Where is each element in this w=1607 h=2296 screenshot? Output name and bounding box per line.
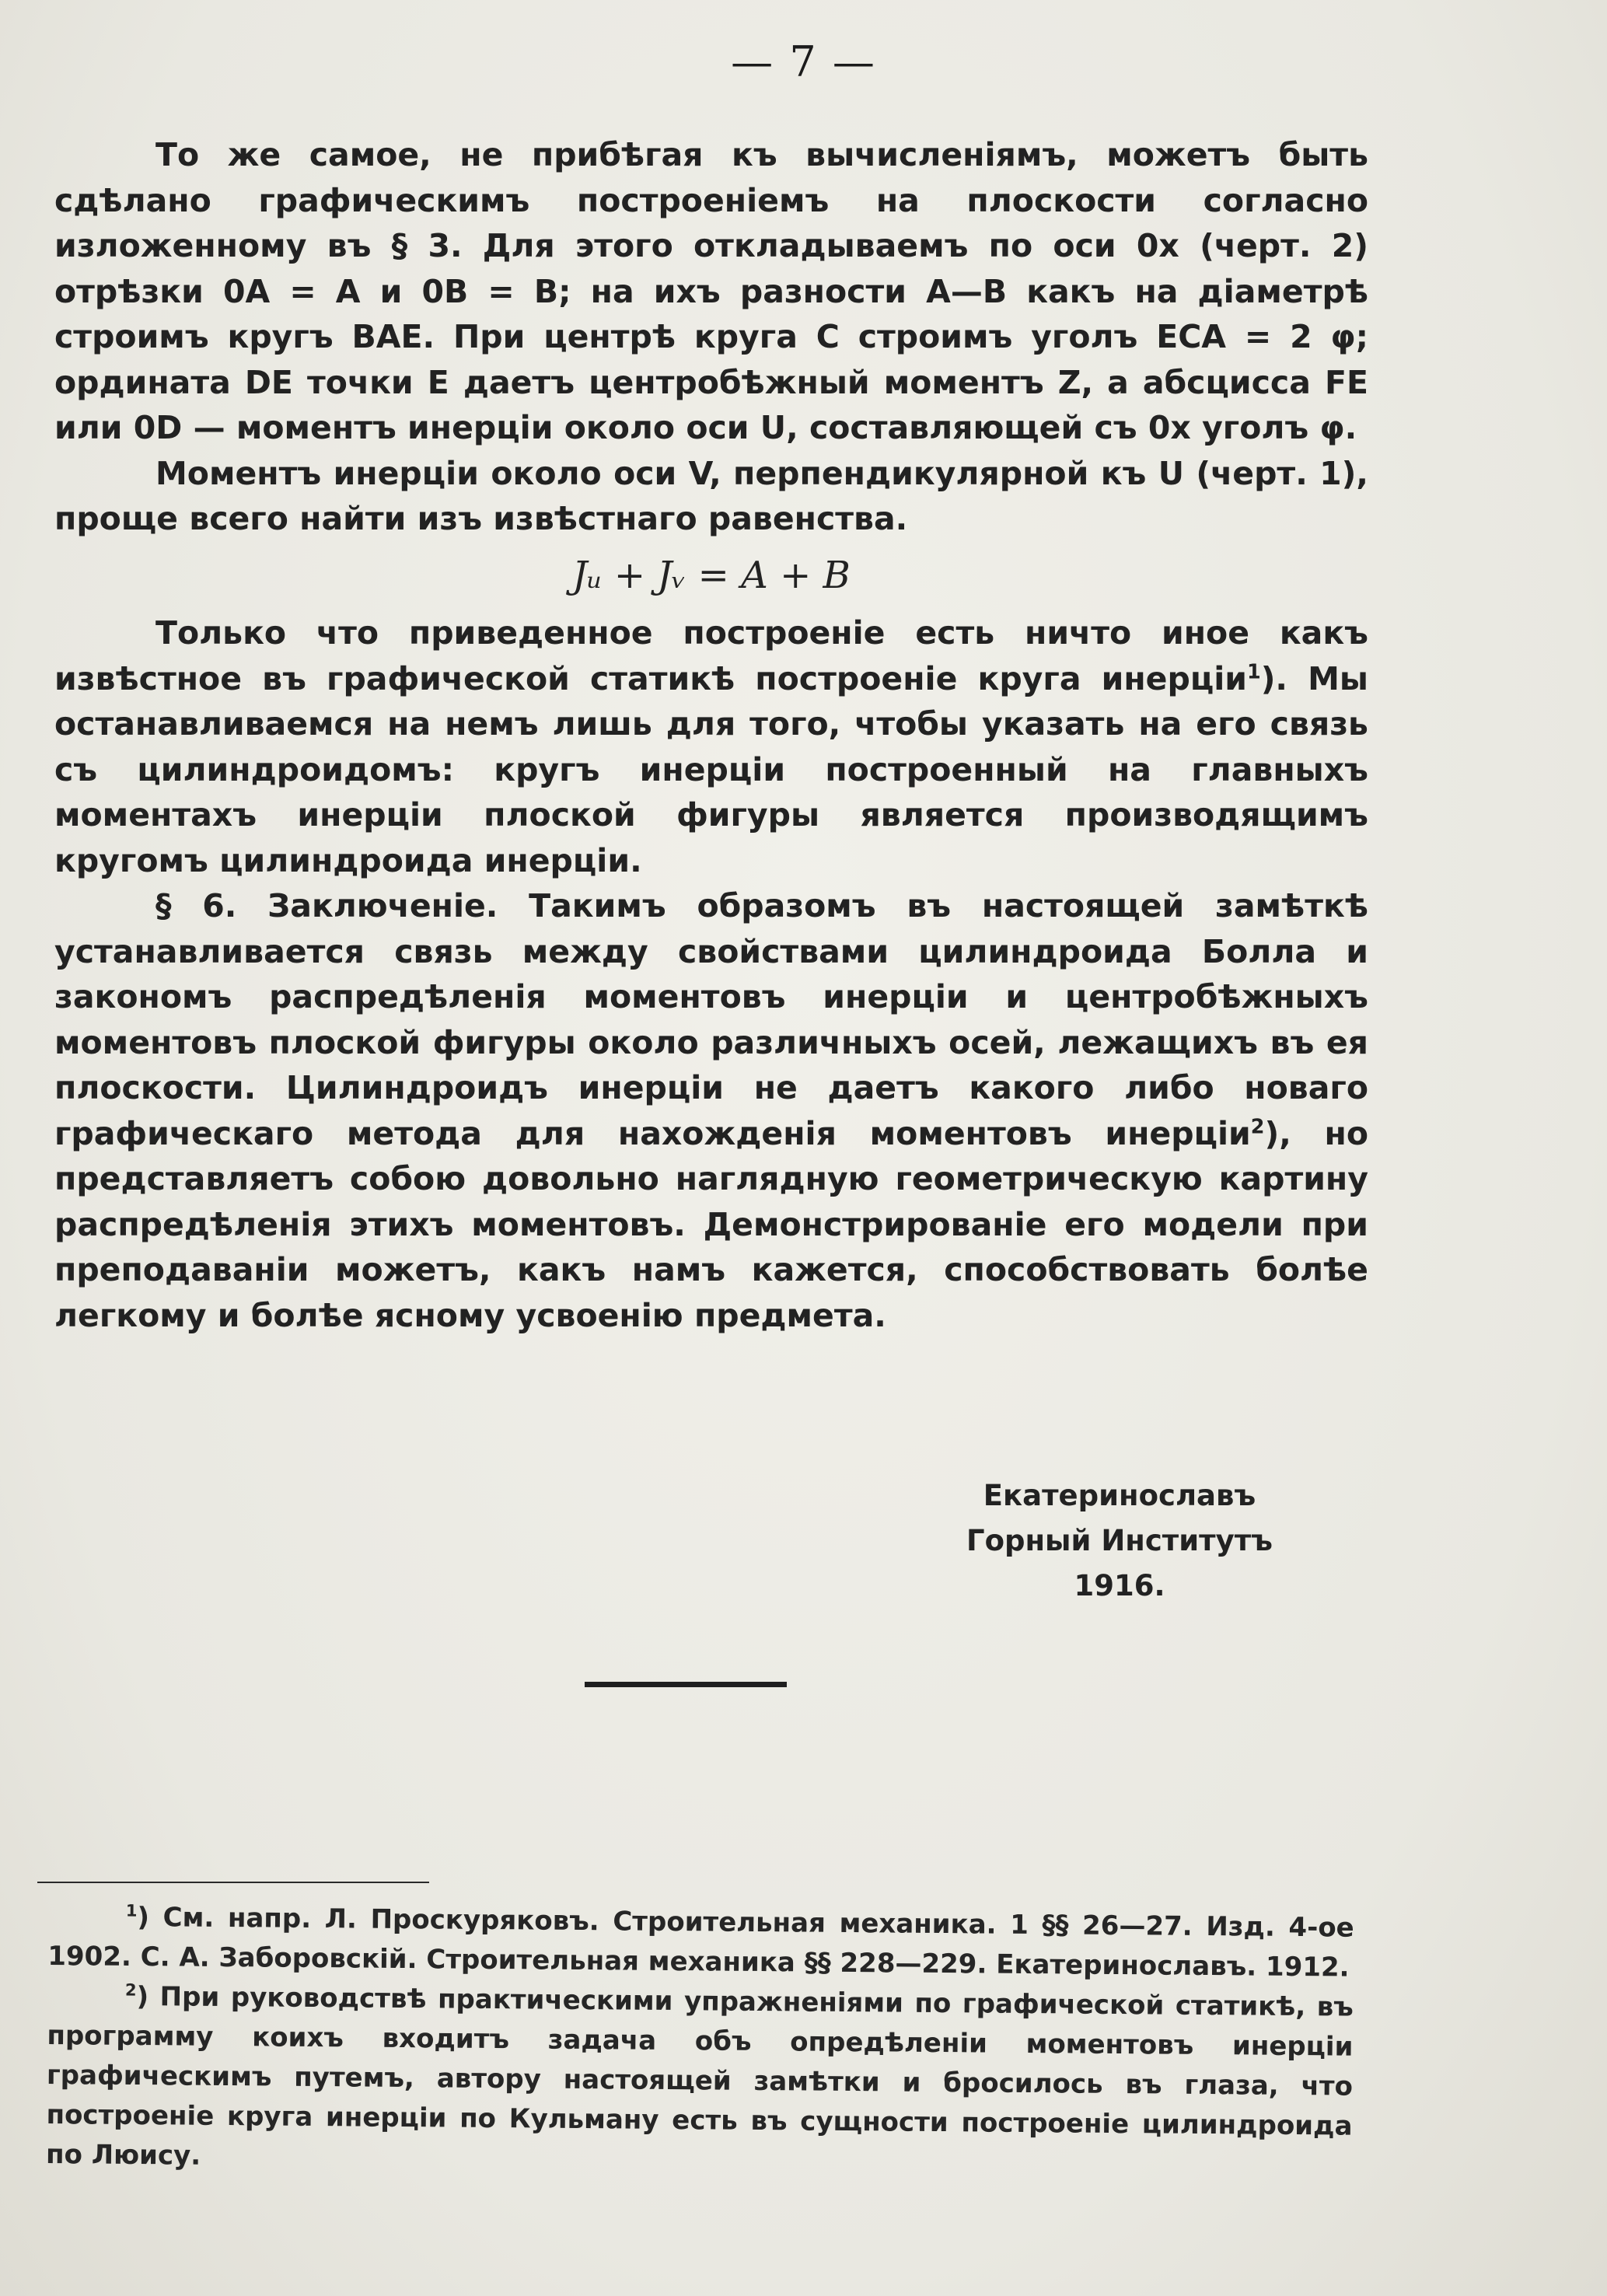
paragraph-inertia-circle-text-cont: ). Мы останавливаемся на немъ лишь для того, чтобы указать на его связь съ цилиндроидомъ: кругъ инерціи построенный на главныхъ моментахъ инерціи плоской фигуры является производящимъ кругомъ цилиндроида инерціи. bbox=[54, 659, 1368, 879]
footnotes bbox=[46, 1897, 1354, 2186]
section-number: § 6. bbox=[155, 887, 237, 924]
signature-institute: Горный Институтъ bbox=[966, 1524, 1273, 1557]
paragraph-inertia-circle-text: Только что приведенное построеніе есть ничто иное какъ извѣстное въ графической статикѣ построеніе круга инерціи bbox=[54, 614, 1368, 697]
section-title: Заключеніе. bbox=[267, 887, 498, 924]
footnote-2-mark: 2 bbox=[124, 1980, 137, 2000]
paragraph-conclusion bbox=[54, 883, 1368, 1338]
footnote-1 bbox=[47, 1897, 1354, 1988]
page-number: — 7 — bbox=[731, 37, 876, 86]
footnote-2-text: ) При руководствѣ практическими упражненіями по графической статикѣ, въ программу коихъ входитъ задача объ опредѣленіи моментовъ инерціи графическимъ путемъ, автору настоящей замѣтки и бросилось въ глаза, что построеніе круга инерціи по Кульману есть въ сущности построеніе цилиндроида по Люису. bbox=[45, 1980, 1354, 2172]
footnote-1-text: ) См. напр. Л. Проскуряковъ. Строительная механика. 1 §§ 26—27. Изд. 4-ое 1902. С. А. Заборовскій. Строительная механика §§ 228—229. Екатеринославъ. 1912. bbox=[47, 1902, 1354, 1983]
footnote-1-mark: 1 bbox=[125, 1900, 138, 1920]
signature-year: 1916. bbox=[1074, 1569, 1165, 1602]
paragraph-moment-v: Моментъ инерціи около оси V, перпендикулярной къ U (черт. 1), проще всего найти изъ извѣстнаго равенства. bbox=[54, 454, 1368, 537]
conclusion-text: Такимъ образомъ въ настоящей замѣткѣ устанавливается связь между свойствами цилиндроида Болла и закономъ распредѣленія моментовъ инерціи и центробѣжныхъ моментовъ плоской фигуры около различныхъ осей, лежащихъ въ ея плоскости. Цилиндроидъ инерціи не даетъ какого либо новаго графическаго метода для нахожденія моментовъ инерціи bbox=[54, 887, 1368, 1152]
footnote-2 bbox=[46, 1976, 1354, 2186]
footnote-ref-2[interactable]: 2 bbox=[1250, 1113, 1265, 1138]
signature-block bbox=[917, 1473, 1322, 1609]
footnote-separator bbox=[37, 1882, 429, 1883]
end-of-article-rule bbox=[585, 1682, 787, 1687]
footnote-ref-1[interactable]: 1 bbox=[1247, 659, 1261, 683]
paragraph-inertia-circle bbox=[54, 610, 1368, 883]
formula-sum-of-moments: Jᵤ + Jᵥ = A + B bbox=[572, 553, 851, 597]
main-text bbox=[54, 132, 1368, 1338]
signature-city: Екатеринославъ bbox=[983, 1479, 1256, 1512]
conclusion-text-cont: ), но представляетъ собою довольно наглядную геометрическую картину распредѣленія этихъ моментовъ. Демонстрированіе его модели при преподаваніи можетъ, какъ намъ кажется, способствовать болѣе легкому и болѣе ясному усвоенію предмета. bbox=[54, 1114, 1368, 1334]
paragraph-graphical-construction: То же самое, не прибѣгая къ вычисленіямъ, можетъ быть сдѣлано графическимъ построеніемъ на плоскости согласно изложенному въ § 3. Для этого откладываемъ по оси 0x (черт. 2) отрѣзки 0A = A и 0B = B; на ихъ разности A—B какъ на діаметрѣ строимъ кругъ BAE. При центрѣ круга C строимъ уголъ ECA = 2 φ; ордината DE точки E даетъ центробѣжный моментъ Z, а абсцисса FE или 0D — моментъ инерціи около оси U, составляющей съ 0x уголъ φ. bbox=[54, 136, 1368, 446]
